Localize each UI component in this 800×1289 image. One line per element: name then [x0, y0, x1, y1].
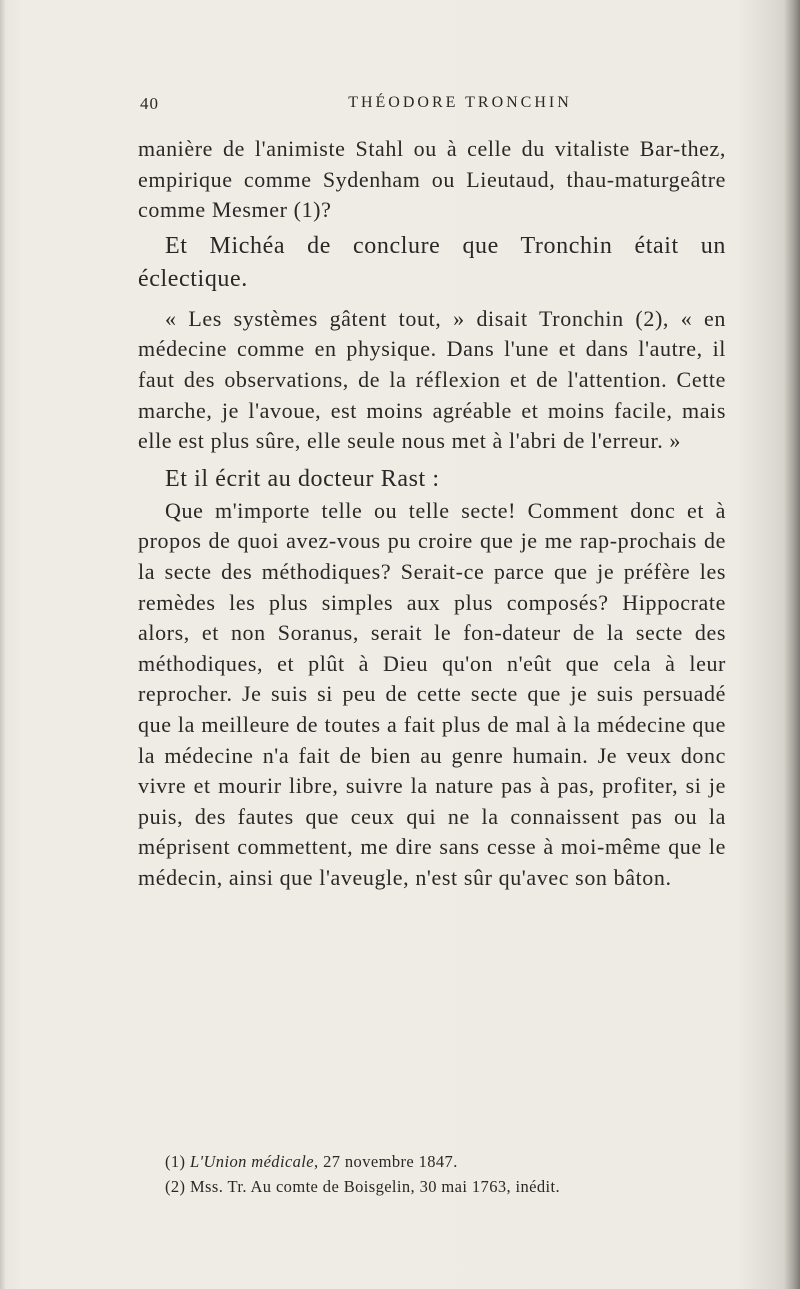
footnote-text: Mss. Tr. Au comte de Boisgelin, 30 mai 1763, inédit.: [189, 1177, 561, 1196]
body-text: [138, 134, 726, 893]
footnote-marker: (2): [165, 1177, 186, 1196]
paragraph-tronchin-quote: « Les systèmes gâtent tout, » disait Tronchin (2), « en médecine comme en physique. Dans l'une et dans l'autre, il faut des observations, de la réflexion et de l'attention. Cette marche, je l'avoue, est moins agréable et moins facile, mais elle est plus sûre, elle seule nous met à l'abri de l'erreur. »: [138, 305, 726, 454]
footnote-marker: (1): [165, 1152, 186, 1171]
paragraph-letter-to-rast: Que m'importe telle ou telle secte! Comment donc et à propos de quoi avez-vous pu croire que je me rap-prochais de la secte des méthodiques? Serait-ce parce que je préfère les remèdes les plus simples aux plus composés? Hippocrate alors, et non Soranus, serait le fon-dateur de la secte des méthodiques, et plût à Dieu qu'on n'eût que cela à leur reprocher. Je suis si peu de cette secte que je suis persuadé que la meilleure de toutes a fait plus de mal à la médecine que la médecine n'a fait de bien au genre humain. Je veux donc vivre et mourir libre, suivre la nature pas à pas, profiter, si je puis, des fautes que ceux qui ne la connaissent pas ou la méprisent commettent, me dire sans cesse à moi-même que le médecin, ainsi que l'aveugle, n'est sûr qu'avec son bâton.: [138, 497, 726, 890]
footnote-text: , 27 novembre 1847.: [314, 1152, 458, 1171]
paragraph-continuation: manière de l'animiste Stahl ou à celle du vitaliste Bar-thez, empirique comme Sydenham ou Lieutaud, thau-maturgeâtre comme Mesmer (1)?: [138, 136, 726, 223]
paragraph-letter-intro: Et il écrit au docteur Rast :: [165, 465, 440, 492]
footnote-2: [165, 1174, 725, 1199]
page-number: 40: [140, 94, 159, 113]
running-header: [140, 94, 720, 118]
footnote-1: [165, 1149, 725, 1174]
page-gutter-shadow: [0, 0, 6, 1289]
paragraph-michea-conclusion: Et Michéa de conclure que Tronchin était un éclectique.: [138, 232, 726, 292]
page-edge-shadow: [784, 0, 800, 1289]
running-title: THÉODORE TRONCHIN: [348, 94, 572, 111]
footnotes: [165, 1149, 725, 1199]
footnote-source-title: L'Union médicale: [189, 1152, 315, 1171]
